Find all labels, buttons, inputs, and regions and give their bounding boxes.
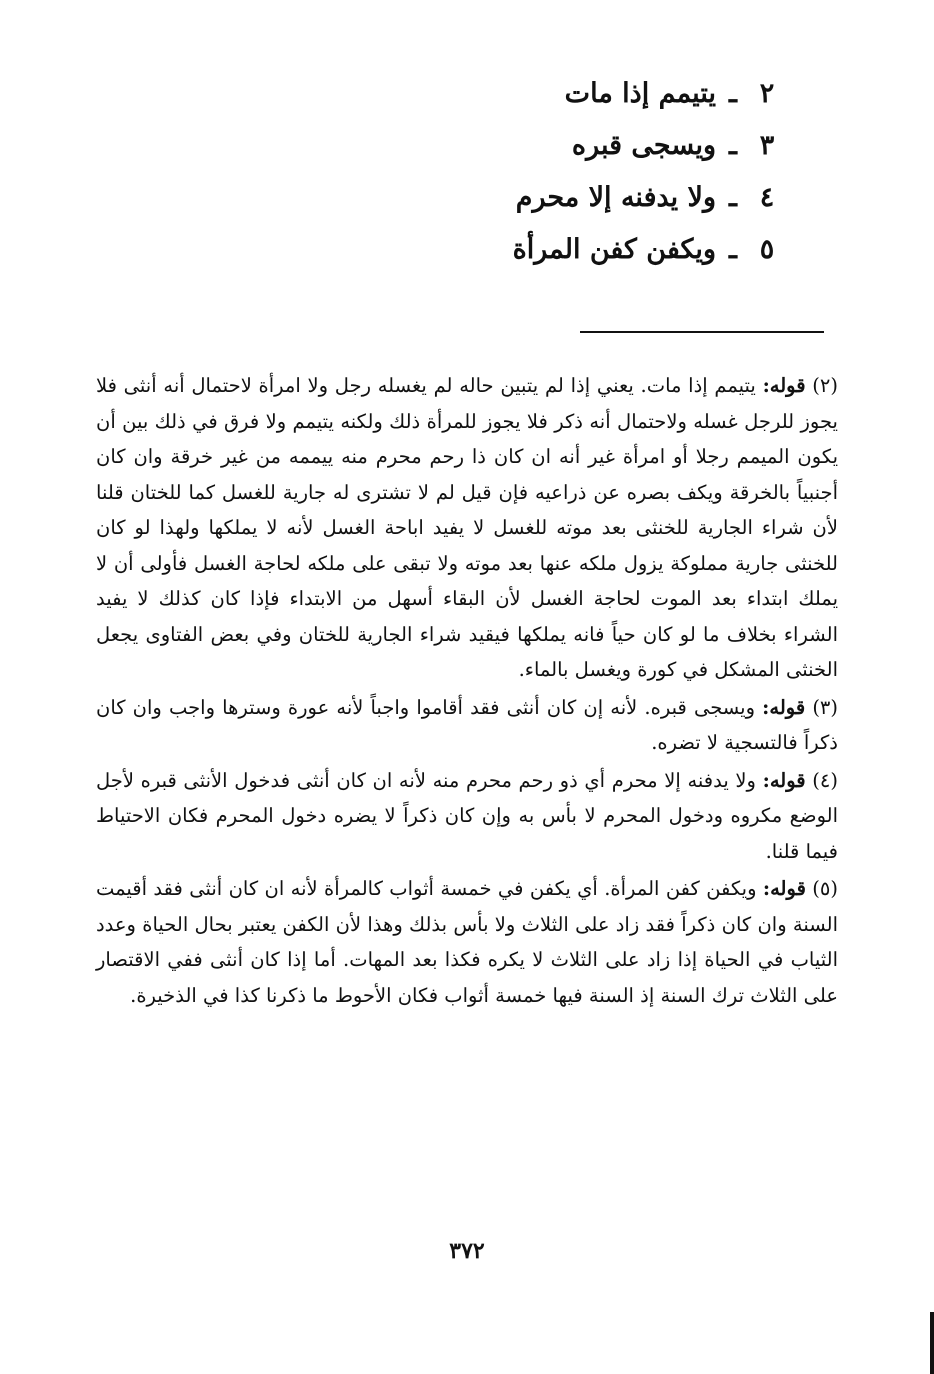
note-text: ويسجى قبره. لأنه إن كان أنثى فقد أقاموا واجباً لأنه عورة وسترها واجب وان كان ذكراً فالتسجية لا تضره. xyxy=(96,695,838,754)
matn-dash: ـ xyxy=(729,130,737,161)
note-text: يتيمم إذا مات. يعني إذا لم يتبين حاله لم يغسله رجل ولا امرأة لاحتمال أنه أنثى فلا يجوز للرجل غسله ولاحتمال أنه ذكر فلا يجوز للمرأة ذلك ولكنه يتيمم ولا فرق في ذلك بين أن يكون الميمم رجلا أو امرأة غير أنه ان كان ذا رحم محرم منه ييممه من غير خرقة وان كان أجنبياً بالخرقة ويكف بصره عن ذراعيه فإن قيل لم لا تشترى له جارية للغسل كما للختان قلنا لأن شراء الجارية للخنثى بعد موته للغسل لا يفيد اباحة الغسل لأنه لا يملكها ولهذا لو كان للخنثى جارية مملوكة يزول ملكه عنها بعد موته ولا تبقى على ملكه لحاجة الغسل فأولى أن لا يملك ابتداء بعد الموت لحاجة الغسل لأن البقاء أسهل من الابتداء فإذا كان كذلك لا يفيد الشراء بخلاف ما لو كان حياً فانه يملكها فيقيد شراء الجارية للختان وفي بعض الفتاوى يجعل الخنثى المشكل في كورة ويغسل بالماء. xyxy=(96,374,838,681)
note-3 xyxy=(96,690,838,761)
note-keyword: قوله: xyxy=(762,374,806,397)
matn-item-4 xyxy=(364,182,784,234)
note-5 xyxy=(96,871,838,1013)
matn-number: ٢ xyxy=(759,78,775,109)
matn-text: ويسجى قبره xyxy=(571,130,716,161)
note-keyword: قوله: xyxy=(762,768,806,792)
matn-dash: ـ xyxy=(729,182,737,213)
matn-item-2 xyxy=(364,78,784,130)
scan-edge-mark xyxy=(930,1312,934,1374)
matn-list xyxy=(364,78,784,286)
note-2 xyxy=(96,368,838,688)
footnote-separator xyxy=(580,331,824,333)
note-4 xyxy=(96,763,838,870)
matn-dash: ـ xyxy=(729,234,737,265)
note-keyword: قوله: xyxy=(762,877,806,900)
note-number: (٥) xyxy=(812,877,838,900)
note-text: ولا يدفنه إلا محرم أي ذو رحم محرم منه لأنه ان كان أنثى فدخول الأنثى قبره لأجل الوضع مكروه ودخول المحرم لا بأس به وإن كان ذكراً لا يضره دخول المحرم فكان الاحتياط فيما قلنا. xyxy=(96,768,838,863)
note-number: (٤) xyxy=(812,768,838,792)
commentary-notes xyxy=(96,368,838,1015)
page-number: ٣٧٢ xyxy=(449,1238,485,1264)
matn-number: ٣ xyxy=(759,130,775,161)
matn-text: يتيمم إذا مات xyxy=(564,78,716,109)
note-text: ويكفن كفن المرأة. أي يكفن في خمسة أثواب كالمرأة لأنه ان كان أنثى فقد أقيمت السنة وان كان ذكراً فقد زاد على الثلاث ولا بأس بذلك وهذا لأن الكفن يعتبر بحال الحياة وعدد الثياب في الحياة إذا زاد على الثلاث لا يكره فكذا بعد المهات. أما إذا كان أنثى ففي الاقتصار على الثلاث ترك السنة إذ السنة فيها خمسة أثواب فكان الأحوط ما ذكرنا كذا في الذخيرة. xyxy=(96,877,838,1007)
matn-item-3 xyxy=(364,130,784,182)
matn-text: ويكفن كفن المرأة xyxy=(512,234,716,265)
matn-number: ٥ xyxy=(759,234,775,265)
matn-number: ٤ xyxy=(759,182,775,213)
matn-dash: ـ xyxy=(729,78,737,109)
note-number: (٣) xyxy=(812,695,839,719)
note-keyword: قوله: xyxy=(762,695,806,719)
note-number: (٢) xyxy=(812,374,838,397)
matn-item-5 xyxy=(364,234,784,286)
matn-text: ولا يدفنه إلا محرم xyxy=(515,182,716,213)
